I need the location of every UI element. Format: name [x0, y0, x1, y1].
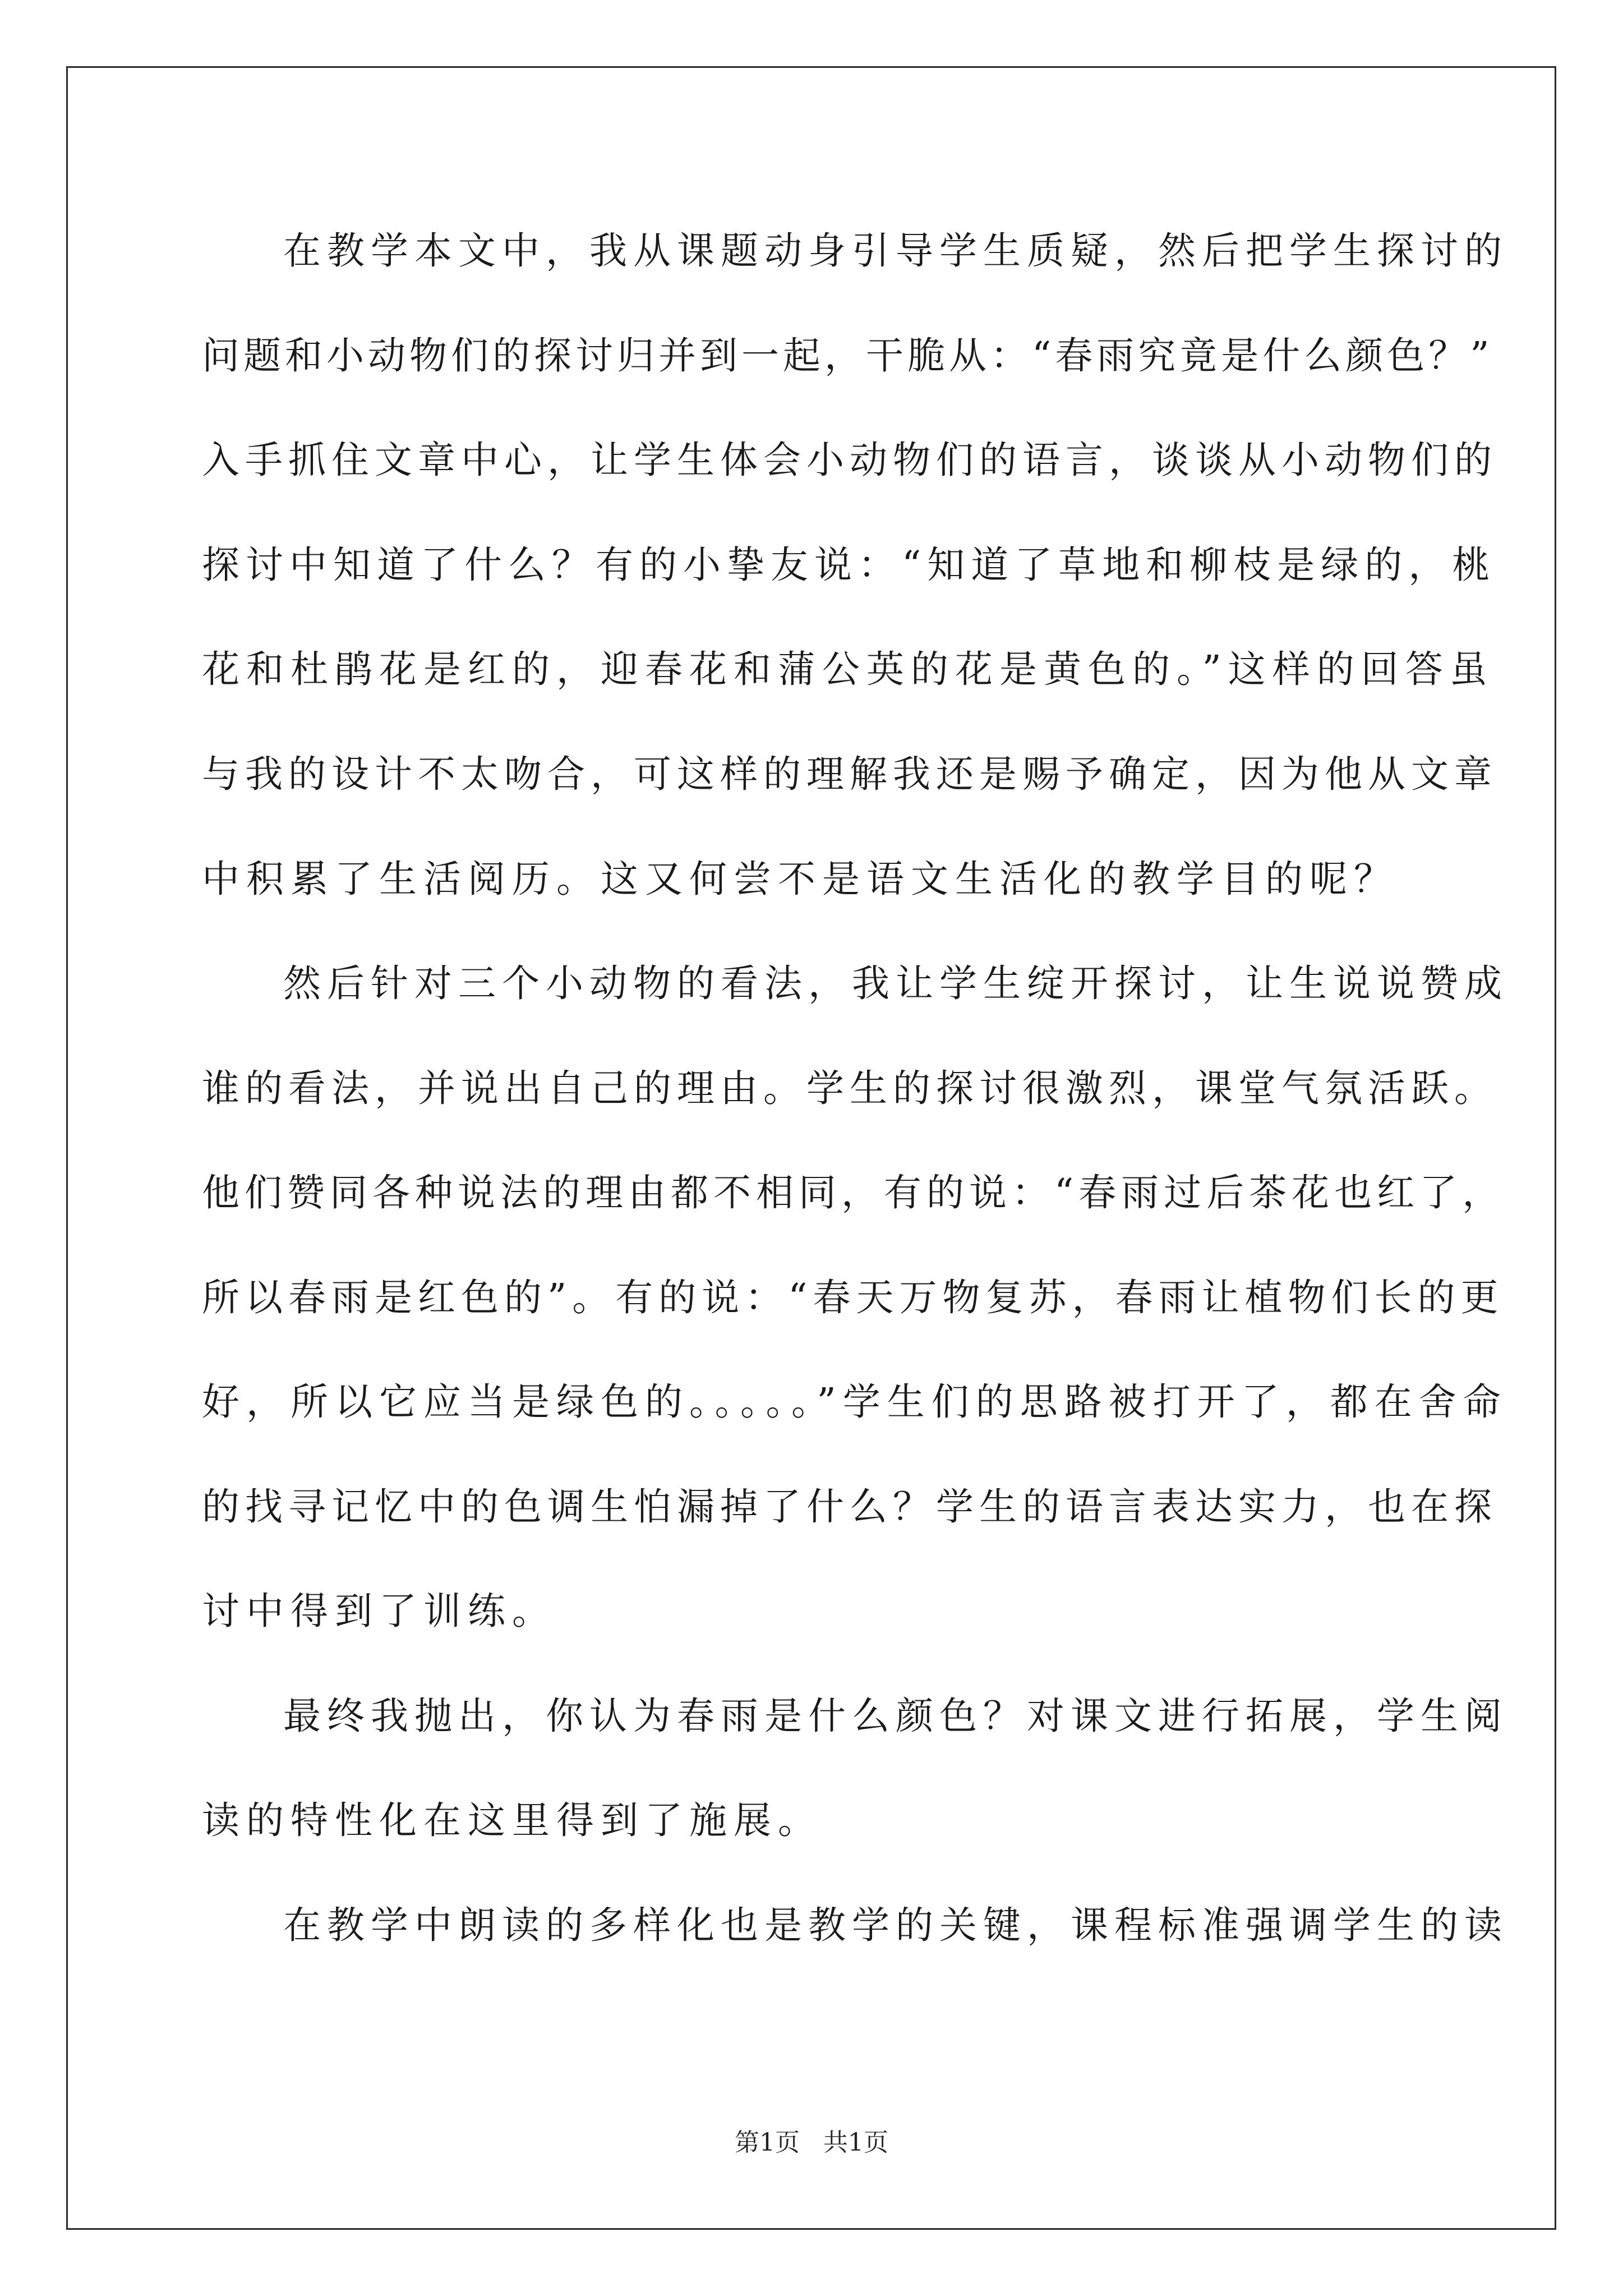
paragraph-2-line-2: 谁的看法，并说出自己的理由。学生的探讨很激烈，课堂气氛活跃。 [202, 1066, 1497, 1110]
paragraph-1-line-5: 花和杜鹃花是红的，迎春花和蒲公英的花是黄色的。”这样的回答虽 [202, 647, 1494, 691]
paragraph-1-line-7: 中积累了生活阅历。这又何尝不是语文生活化的教学目的呢？ [202, 857, 1398, 901]
paragraph-2-line-5: 好，所以它应当是绿色的。。。。。”学生们的思路被打开了，都在舍命 [202, 1380, 1507, 1424]
paragraph-1-line-1: 在教学本文中，我从课题动身引导学生质疑，然后把学生探讨的 [283, 229, 1508, 273]
paragraph-4-line-1: 在教学中朗读的多样化也是教学的关键，课程标准强调学生的读 [283, 1903, 1508, 1947]
paragraph-1-line-3: 入手抓住文章中心，让学生体会小动物们的语言，谈谈从小动物们的 [202, 438, 1497, 482]
paragraph-2-line-4: 所以春雨是红色的”。有的说：“春天万物复苏，春雨让植物们长的更 [202, 1276, 1504, 1319]
paragraph-1-line-6: 与我的设计不太吻合，可这样的理解我还是赐予确定，因为他从文章 [202, 752, 1497, 796]
paragraph-2-line-1: 然后针对三个小动物的看法，我让学生绽开探讨，让生说说赞成 [283, 961, 1508, 1005]
paragraph-1-line-4: 探讨中知道了什么？有的小挚友说：“知道了草地和柳枝是绿的，桃 [202, 543, 1496, 587]
paragraph-2-line-3: 他们赞同各种说法的理由都不相同，有的说：“春雨过后茶花也红了， [202, 1171, 1505, 1214]
paragraph-1-line-2: 问题和小动物们的探讨归并到一起，干脆从：“春雨究竟是什么颜色？” [202, 334, 1493, 378]
paragraph-2-line-7: 讨中得到了训练。 [202, 1589, 556, 1633]
page-footer: 第1页 共1页 [735, 2128, 888, 2157]
paragraph-2-line-6: 的找寻记忆中的色调生怕漏掉了什么？学生的语言表达实力，也在探 [202, 1485, 1497, 1529]
paragraph-3-line-2: 读的特性化在这里得到了施展。 [202, 1798, 822, 1842]
paragraph-3-line-1: 最终我抛出，你认为春雨是什么颜色？对课文进行拓展，学生阅 [283, 1694, 1508, 1738]
